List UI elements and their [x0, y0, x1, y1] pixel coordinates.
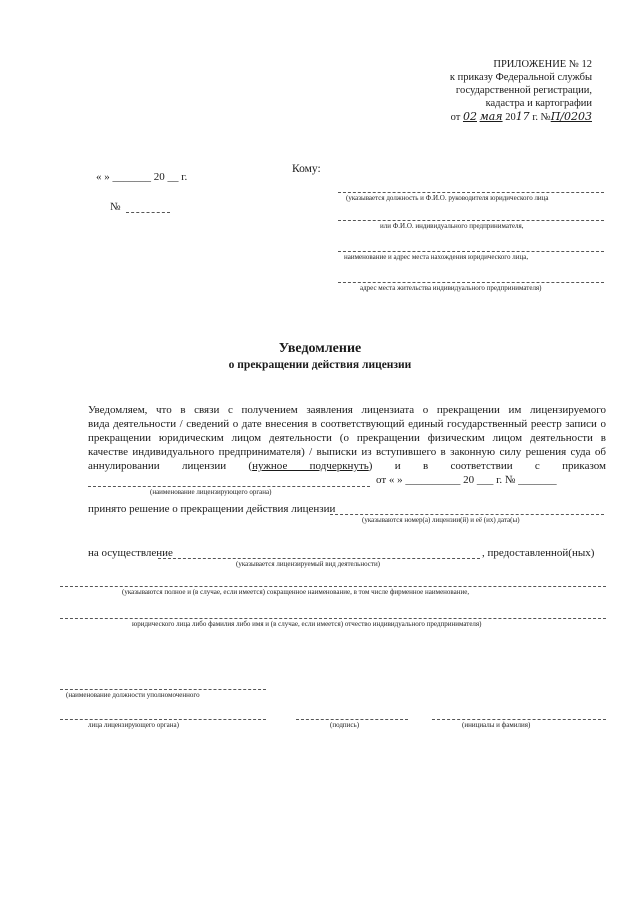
body-line-5: аннулировании лицензии (нужное подчеркнуть) и в соответствии с приказом — [88, 460, 606, 472]
notice-date-field: « » _______ 20 __ г. — [96, 171, 188, 183]
body-line-4: качестве индивидуального предпринимателя) / выписки из вступившего в законную силу решения суда об — [88, 446, 606, 458]
caption-licensing-body: (наименование лицензирующего органа) — [150, 488, 272, 496]
appendix-date: от 02 мая 2017 г. №П/0203 — [450, 110, 592, 123]
appendix-block — [450, 58, 592, 124]
caption-license-number: (указываются номер(а) лицензии(й) и её (их) дата(ы) — [362, 516, 520, 524]
notice-number-label: № — [110, 201, 121, 213]
caption-initials: (инициалы и фамилия) — [462, 721, 531, 729]
recipient-line — [338, 192, 604, 193]
appendix-line: кадастра и картографии — [485, 98, 592, 109]
recipient-line — [338, 251, 604, 252]
caption-name-full: (указываются полное и (в случае, если имеется) сокращенное наименование, в том числе фирменное наименование, — [122, 588, 470, 596]
signature-line — [296, 719, 408, 720]
activity-line — [158, 558, 480, 559]
recipient-line — [338, 220, 604, 221]
initials-line — [432, 719, 606, 720]
recipient-caption-4: адрес места жительства индивидуального предпринимателя) — [360, 284, 542, 292]
underline-hint: нужное подчеркнуть — [252, 460, 369, 472]
caption-position-2: лица лицензирующего органа) — [88, 721, 179, 729]
handwritten-order-no: П/0203 — [550, 110, 592, 123]
licensee-name-line — [60, 586, 606, 587]
document-subtitle: о прекращении действия лицензии — [228, 359, 412, 371]
body-line-1: Уведомляем, что в связи с получением заявления лицензиата о прекращении им лицензируемого — [88, 404, 606, 416]
provided-label: , предоставленной(ных) — [482, 547, 595, 559]
caption-position-1: (наименование должности уполномоченного — [66, 691, 200, 699]
caption-activity: (указывается лицензируемый вид деятельности) — [236, 560, 381, 568]
body-line-2: вида деятельности / сведений о дате внесения в соответствующий единый государственный реестр записи о — [88, 418, 606, 430]
recipient-caption-3: наименование и адрес места нахождения юридического лица, — [344, 253, 529, 261]
decision-label: принято решение о прекращении действия лицензии — [88, 503, 336, 515]
activity-label: на осуществление — [88, 547, 173, 559]
recipient-caption-1: (указывается должность и Ф.И.О. руководителя юридического лица — [346, 194, 549, 202]
caption-signature: (подпись) — [330, 721, 360, 729]
to-label: Кому: — [292, 163, 321, 175]
handwritten-day: 02 — [462, 110, 477, 123]
notice-number-line — [126, 212, 170, 213]
appendix-title: ПРИЛОЖЕНИЕ № 12 — [493, 59, 592, 70]
appendix-line: к приказу Федеральной службы — [449, 72, 592, 83]
licensee-person-line — [60, 618, 606, 619]
caption-name-person: юридического лица либо фамилия либо имя и (в случае, если имеется) отчество индивидуального предпринимателя) — [132, 620, 482, 628]
handwritten-month: мая — [479, 110, 503, 123]
document-title: Уведомление — [278, 341, 362, 356]
handwritten-year: 17 — [515, 110, 530, 123]
recipient-line — [338, 282, 604, 283]
body-line-3: прекращении юридическим лицом деятельности (о прекращении физическим лицом деятельности в — [88, 432, 606, 444]
position-line-2 — [60, 719, 266, 720]
recipient-caption-2: или Ф.И.О. индивидуального предпринимателя, — [380, 222, 524, 230]
order-date-field: от « » __________ 20 ___ г. № _______ — [376, 474, 557, 486]
appendix-line: государственной регистрации, — [455, 85, 592, 96]
license-number-line — [330, 514, 604, 515]
licensing-body-line — [88, 486, 370, 487]
position-line — [60, 689, 266, 690]
